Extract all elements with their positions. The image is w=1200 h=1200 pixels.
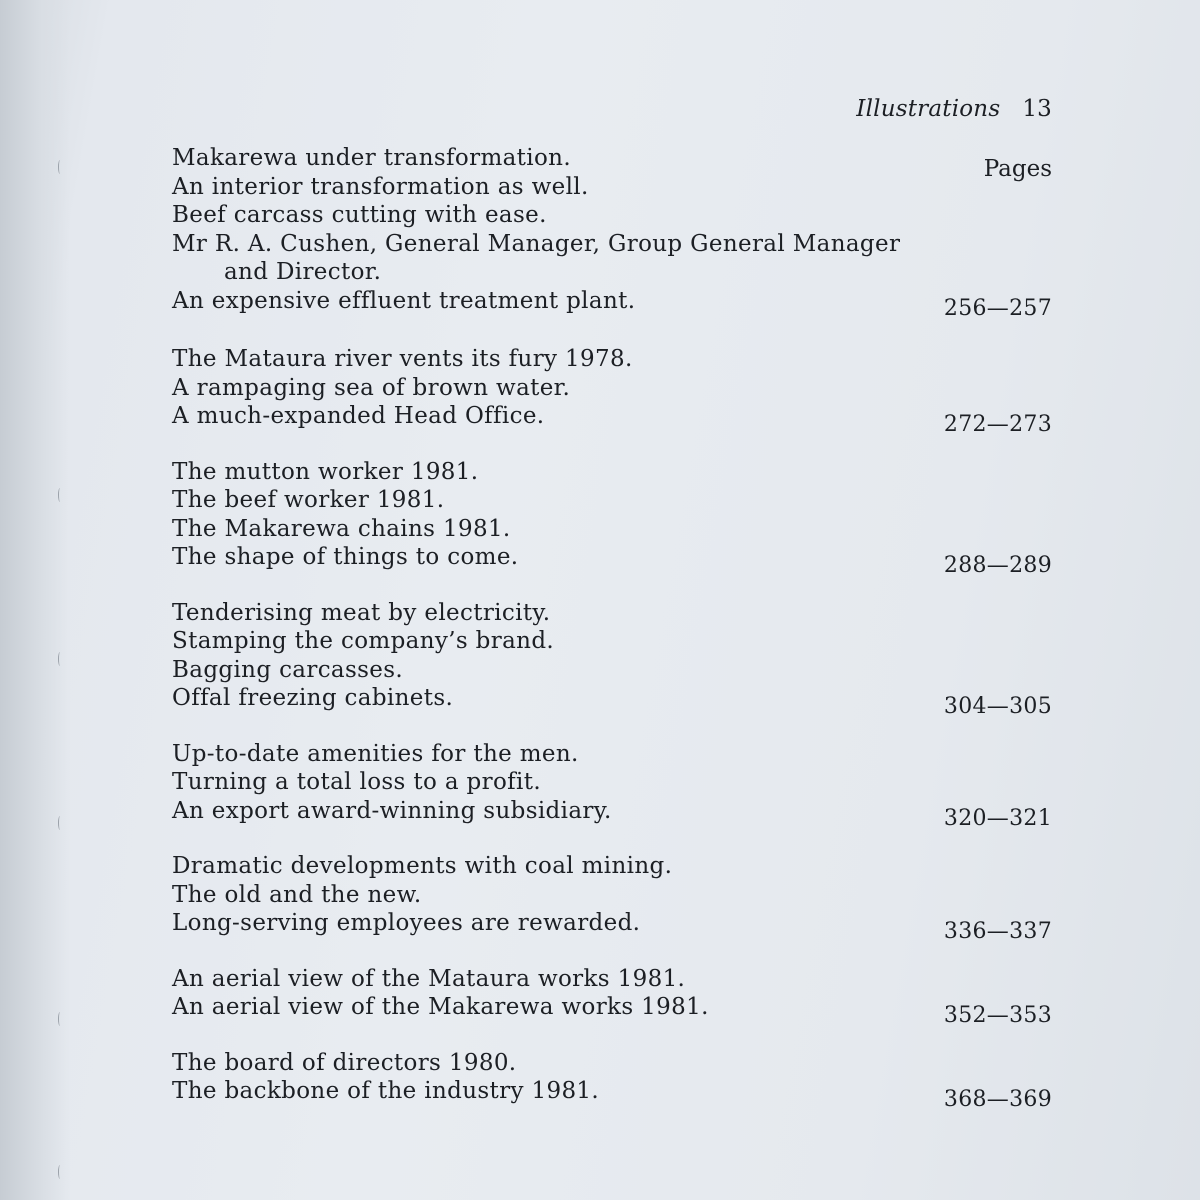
binding-mark <box>58 160 62 174</box>
illustration-caption: Beef carcass cutting with ease. <box>172 202 547 228</box>
illustration-group <box>172 1049 1052 1112</box>
pages-column-heading: Pages <box>983 156 1052 182</box>
section-title: Illustrations <box>856 96 1001 122</box>
illustration-caption: Stamping the company’s brand. <box>172 628 555 654</box>
illustration-caption: An export award-winning subsidiary. <box>172 797 612 824</box>
illustration-list <box>172 144 1052 1133</box>
illustration-caption: The backbone of the industry 1981. <box>172 1078 600 1104</box>
illustration-caption: A much-expanded Head Office. <box>172 403 545 429</box>
illustration-caption: Makarewa under transformation. <box>172 145 572 171</box>
binding-mark <box>58 816 62 830</box>
illustration-caption: A rampaging sea of brown water. <box>172 374 571 401</box>
illustration-caption: An aerial view of the Makarewa works 1981. <box>172 994 709 1020</box>
illustration-caption: The mutton worker 1981. <box>172 458 479 485</box>
illustration-caption: Turning a total loss to a profit. <box>172 769 541 795</box>
running-header <box>856 96 1052 122</box>
illustration-group <box>172 599 1052 719</box>
illustration-caption: Tenderising meat by electricity. <box>172 599 551 626</box>
page-range: 320—321 <box>943 806 1052 831</box>
binding-mark <box>58 652 62 666</box>
binding-mark <box>58 1012 62 1026</box>
illustration-caption: The Makarewa chains 1981. <box>172 515 511 542</box>
binding-mark <box>58 1165 62 1179</box>
illustration-caption: An interior transformation as well. <box>172 173 589 200</box>
illustration-caption-continued: and Director. <box>224 259 382 285</box>
page-range: 368—369 <box>943 1086 1052 1112</box>
page-range: 336—337 <box>943 918 1052 944</box>
illustration-caption: The Mataura river vents its fury 1978. <box>172 346 633 372</box>
illustration-caption: The board of directors 1980. <box>172 1049 517 1076</box>
illustration-caption: Offal freezing cabinets. <box>172 685 454 711</box>
page-range: 272—273 <box>943 411 1052 437</box>
illustration-group <box>172 965 1052 1028</box>
illustration-caption: Dramatic developments with coal mining. <box>172 853 673 879</box>
illustration-caption: Up-to-date amenities for the men. <box>172 740 579 767</box>
illustration-group <box>172 852 1052 944</box>
illustration-group <box>172 740 1052 831</box>
illustration-group <box>172 144 1052 321</box>
page-range: 352—353 <box>943 1002 1052 1028</box>
book-gutter-shadow <box>0 0 70 1200</box>
illustration-group <box>172 345 1052 437</box>
illustration-caption: Mr R. A. Cushen, General Manager, Group General Manager <box>172 230 901 257</box>
page-range: 256—257 <box>943 296 1052 321</box>
illustration-caption: The old and the new. <box>172 881 422 908</box>
illustration-group <box>172 458 1052 578</box>
illustration-caption: Bagging carcasses. <box>172 656 404 683</box>
illustration-caption: The shape of things to come. <box>172 544 519 570</box>
illustration-caption: The beef worker 1981. <box>172 487 445 513</box>
binding-mark <box>58 488 62 502</box>
page-range: 304—305 <box>943 693 1052 719</box>
illustration-caption: An aerial view of the Mataura works 1981. <box>172 965 686 992</box>
illustration-caption: An expensive effluent treatment plant. <box>172 287 636 314</box>
page-number: 13 <box>1022 96 1052 122</box>
page-range: 288—289 <box>943 552 1052 578</box>
illustration-caption: Long-serving employees are rewarded. <box>172 910 641 936</box>
